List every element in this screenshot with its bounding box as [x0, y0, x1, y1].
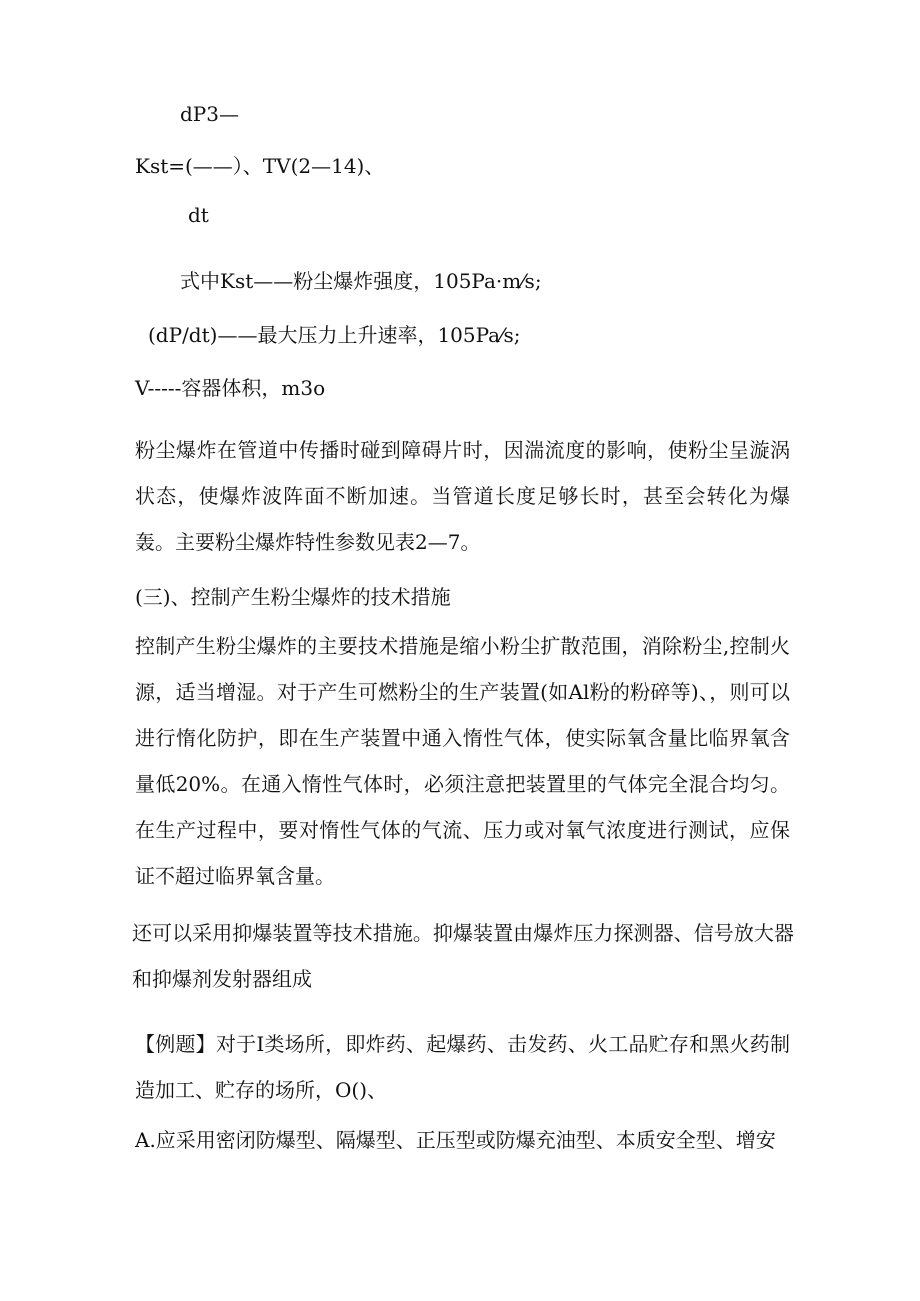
definition-kst: 式中Kst——粉尘爆炸强度，105Pa·m⁄s;: [180, 269, 542, 293]
definition-pressure-rate: (dP/dt)——最大压力上升速率，105Pa⁄s;: [148, 323, 521, 347]
definition-volume: V-----容器体积，m3o: [135, 376, 326, 400]
section-heading: (三)、控制产生粉尘爆炸的技术措施: [135, 585, 451, 609]
paragraph-propagation: 粉尘爆炸在管道中传播时碰到障碍片时，因湍流度的影响，使粉尘呈漩涡状态，使爆炸波阵面不断加速。当管道长度足够长时，甚至会转化为爆轰。主要粉尘爆炸特性参数见表2—7。: [135, 438, 790, 554]
example-question: 【例题】对于I类场所，即炸药、起爆药、击发药、火工品贮存和黑火药制造加工、贮存的场所，O()、: [135, 1032, 790, 1102]
paragraph-suppression: 还可以采用抑爆装置等技术措施。抑爆装置由爆炸压力探测器、信号放大器和抑爆剂发射器组成: [132, 921, 794, 991]
formula-main: Kst=(——）、TV(2—14)、: [135, 154, 385, 178]
option-a: A.应采用密闭防爆型、隔爆型、正压型或防爆充油型、本质安全型、增安: [135, 1128, 776, 1152]
paragraph-measures: 控制产生粉尘爆炸的主要技术措施是缩小粉尘扩散范围，消除粉尘,控制火源，适当增湿。对于产生可燃粉尘的生产装置(如Al粉的粉碎等)、，则可以进行惰化防护，即在生产装置中通入惰性气体，使实际氧含量比临界氧含量低20%。在通入惰性气体时，必须注意把装置里的气体完全混合均匀。在生产过程中，要对惰性气体的气流、压力或对氧气浓度进行测试，应保证不超过临界氧含量。: [135, 634, 790, 888]
formula-numerator: dP3—: [180, 102, 239, 126]
formula-denominator: dt: [188, 203, 209, 227]
